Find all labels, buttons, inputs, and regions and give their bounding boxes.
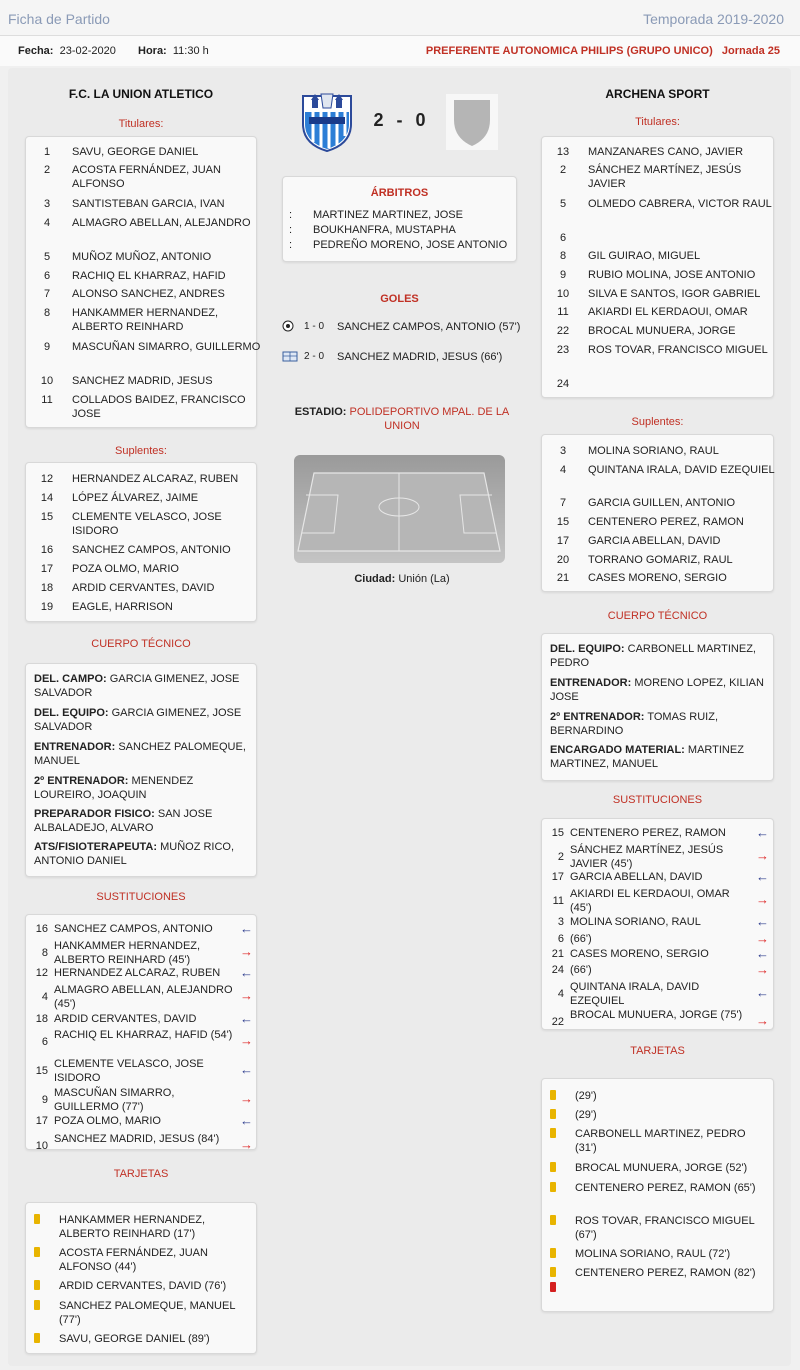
date-info: Fecha: 23-02-2020 (18, 45, 116, 57)
staff-name[interactable]: SANCHEZ PALOMEQUE, MANUEL (34, 741, 246, 767)
staff-name[interactable]: MENENDEZ LOUREIRO, JOAQUIN (34, 775, 194, 801)
player-number: 9 (43, 341, 51, 353)
sub-out-arrow-icon: → (756, 931, 769, 946)
player-name[interactable]: GIL GUIRAO, MIGUEL (588, 250, 701, 262)
player-number: 10 (556, 288, 570, 300)
player-number: 23 (556, 344, 570, 356)
sub-in-arrow-icon: ← (240, 965, 253, 980)
away-titulares-heading: Titulares: (635, 116, 680, 128)
city-label: Ciudad: (354, 573, 396, 585)
sub-number: 8 (41, 947, 48, 959)
staff-role: DEL. CAMPO: (34, 673, 107, 685)
card-player-name[interactable]: (29') (575, 1090, 597, 1102)
ball-icon (282, 320, 298, 332)
player-number: 19 (40, 601, 54, 613)
player-name[interactable]: ALMAGRO ABELLAN, ALEJANDRO (72, 217, 251, 229)
city-info (282, 573, 522, 585)
match-meta (0, 36, 800, 66)
player-number: 9 (559, 269, 567, 281)
player-name[interactable]: BROCAL MUNUERA, JORGE (588, 325, 736, 337)
player-number: 11 (557, 306, 569, 318)
home-cards-box (25, 1202, 257, 1354)
player-number: 7 (43, 288, 51, 300)
player-number: 6 (43, 270, 51, 282)
home-bench-box (25, 462, 257, 622)
goal-scorer[interactable]: SANCHEZ MADRID, JESUS (66') (337, 351, 503, 363)
top-bar (0, 0, 800, 36)
player-number: 8 (559, 250, 567, 262)
yellow-card-icon (550, 1248, 556, 1258)
player-number: 1 (43, 146, 51, 158)
away-lineup-box (541, 136, 774, 398)
referee-bullet: : (289, 209, 293, 221)
away-subs-box (541, 818, 774, 1030)
sub-number: 4 (557, 988, 564, 1000)
sub-number: 21 (551, 948, 564, 960)
yellow-card-icon (34, 1280, 40, 1290)
referees-heading: ÁRBITROS (370, 187, 429, 199)
away-staff-row (550, 642, 765, 670)
player-number: 11 (41, 394, 53, 406)
away-staff-row (550, 676, 765, 704)
sub-in-arrow-icon: ← (240, 1113, 253, 1128)
yellow-card-icon (550, 1162, 556, 1172)
player-name[interactable]: CENTENERO PEREZ, RAMON (588, 516, 744, 528)
home-staff-row (34, 706, 249, 734)
player-name[interactable]: ROS TOVAR, FRANCISCO MIGUEL (588, 344, 768, 356)
sub-player-name[interactable]: MASCUÑAN SIMARRO, GUILLERMO (77') (54, 1087, 175, 1113)
away-staff-row (550, 743, 765, 771)
yellow-card-icon (550, 1090, 556, 1100)
card-player-name[interactable]: MOLINA SORIANO, RAUL (72') (575, 1248, 731, 1260)
player-name[interactable]: TORRANO GOMARIZ, RAUL (588, 554, 733, 566)
player-number: 18 (40, 582, 54, 594)
stadium-name[interactable]: POLIDEPORTIVO MPAL. DE LA UNION (349, 406, 510, 432)
player-name[interactable]: MASCUÑAN SIMARRO, GUILLERMO (72, 341, 261, 353)
sub-number: 3 (557, 916, 564, 928)
home-lineup-box (25, 136, 261, 428)
player-number: 20 (556, 554, 570, 566)
staff-name[interactable]: MORENO LOPEZ, KILIAN JOSE (550, 677, 764, 703)
home-staff-heading: CUERPO TÉCNICO (91, 638, 191, 650)
staff-name[interactable]: TOMAS RUIZ, BERNARDINO (550, 711, 719, 737)
staff-role: ENTRENADOR: (550, 677, 632, 689)
yellow-card-icon (34, 1247, 40, 1257)
staff-role: DEL. EQUIPO: (34, 707, 109, 719)
city-name: Unión (La) (398, 573, 450, 585)
sub-player-name[interactable]: ALMAGRO ABELLAN, ALEJANDRO (45') (54, 984, 233, 1010)
home-subs-box (25, 914, 257, 1150)
home-staff-row (34, 672, 249, 700)
home-titulares-heading: Titulares: (118, 118, 164, 130)
player-number: 15 (40, 511, 54, 523)
away-staff-box (541, 633, 774, 781)
sub-player-name[interactable]: CASES MORENO, SERGIO (570, 948, 709, 960)
sub-out-arrow-icon: → (240, 1091, 253, 1106)
home-staff-row (34, 807, 249, 835)
sub-player-name[interactable]: SANCHEZ MADRID, JESUS (84') (54, 1133, 220, 1145)
competition-info[interactable]: PREFERENTE AUTONOMICA PHILIPS (GRUPO UNICO) Jornada 25 (425, 45, 780, 57)
sub-out-arrow-icon: → (240, 944, 253, 959)
player-name[interactable]: ALONSO SANCHEZ, ANDRES (72, 288, 225, 300)
referee-name[interactable]: MARTINEZ MARTINEZ, JOSE (313, 209, 463, 221)
staff-role: 2º ENTRENADOR: (34, 775, 129, 787)
player-number: 15 (556, 516, 570, 528)
home-suplentes-heading: Suplentes: (115, 445, 167, 457)
home-subs-heading: SUSTITUCIONES (96, 891, 186, 903)
home-staff-row (34, 840, 249, 868)
home-staff-row (34, 774, 249, 802)
sub-number: 2 (557, 851, 564, 863)
sub-out-arrow-icon: → (240, 1033, 253, 1048)
sub-player-name[interactable]: SANCHEZ CAMPOS, ANTONIO (54, 923, 213, 935)
sub-number: 15 (35, 1065, 48, 1077)
red-card-icon (550, 1282, 556, 1292)
player-number: 12 (40, 473, 54, 485)
player-number: 13 (556, 146, 570, 158)
player-number: 3 (559, 445, 567, 457)
player-name[interactable]: HANKAMMER HERNANDEZ, ALBERTO REINHARD (72, 307, 219, 333)
sub-player-name[interactable]: ARDID CERVANTES, DAVID (54, 1013, 197, 1025)
card-player-name[interactable]: SANCHEZ PALOMEQUE, MANUEL (77') (59, 1300, 236, 1326)
staff-role: 2º ENTRENADOR: (550, 711, 645, 723)
player-number: 10 (40, 375, 54, 387)
player-name[interactable]: RACHIQ EL KHARRAZ, HAFID (72, 270, 226, 282)
player-name[interactable]: EAGLE, HARRISON (72, 601, 173, 613)
player-name[interactable]: CASES MORENO, SERGIO (588, 572, 727, 584)
away-bench-box (541, 434, 774, 592)
away-crest-placeholder-icon[interactable] (446, 94, 498, 150)
player-name[interactable]: ACOSTA FERNÁNDEZ, JUAN ALFONSO (72, 164, 221, 190)
home-staff-row (34, 740, 249, 768)
sub-in-arrow-icon: ← (756, 985, 769, 1000)
player-number: 6 (559, 232, 567, 244)
away-suplentes-heading: Suplentes: (631, 416, 684, 428)
sub-number: 17 (551, 871, 564, 883)
sub-number: 15 (551, 827, 564, 839)
stadium-pitch-image (294, 455, 505, 563)
score: 2 - 0 (373, 110, 427, 130)
yellow-card-icon (550, 1267, 556, 1277)
referee-name[interactable]: BOUKHANFRA, MUSTAPHA (313, 224, 456, 236)
player-name[interactable]: SILVA E SANTOS, IGOR GABRIEL (588, 288, 761, 300)
yellow-card-icon (34, 1214, 40, 1224)
home-crest-icon[interactable] (301, 90, 353, 152)
player-name[interactable]: COLLADOS BAIDEZ, FRANCISCO JOSE (72, 394, 246, 420)
goal-icon (282, 350, 298, 362)
player-number: 3 (43, 198, 51, 210)
sub-out-arrow-icon: → (756, 892, 769, 907)
card-player-name[interactable]: HANKAMMER HERNANDEZ, ALBERTO REINHARD (17') (59, 1214, 206, 1240)
player-name[interactable]: MANZANARES CANO, JAVIER (588, 146, 744, 158)
sub-player-name[interactable]: CENTENERO PEREZ, RAMON (570, 827, 726, 839)
staff-role: PREPARADOR FISICO: (34, 808, 155, 820)
sub-in-arrow-icon: ← (240, 1011, 253, 1026)
player-number: 2 (43, 164, 51, 176)
away-cards-box (541, 1078, 774, 1312)
card-player-name[interactable]: (29') (575, 1109, 597, 1121)
sub-player-name[interactable]: RACHIQ EL KHARRAZ, HAFID (54') (54, 1029, 233, 1041)
sub-player-name[interactable]: HERNANDEZ ALCARAZ, RUBEN (54, 967, 221, 979)
sub-player-name[interactable]: CLEMENTE VELASCO, JOSE ISIDORO (54, 1058, 204, 1084)
sub-number: 24 (551, 964, 564, 976)
away-subs-heading: SUSTITUCIONES (612, 794, 703, 806)
sub-number: 6 (557, 933, 564, 945)
staff-name[interactable]: GARCIA GIMENEZ, JOSE SALVADOR (34, 673, 240, 699)
sub-out-arrow-icon: → (756, 848, 769, 863)
goal-score: 1 - 0 (304, 321, 325, 332)
away-staff-row (550, 710, 765, 738)
sub-out-arrow-icon: → (240, 988, 253, 1003)
sub-number: 9 (41, 1094, 48, 1106)
sub-player-name[interactable]: HANKAMMER HERNANDEZ, ALBERTO REINHARD (45') (54, 940, 201, 966)
staff-name[interactable]: CARBONELL MARTINEZ, PEDRO (550, 643, 756, 669)
player-number: 8 (43, 307, 51, 319)
sub-player-name[interactable]: BROCAL MUNUERA, JORGE (75') (570, 1009, 743, 1021)
player-name[interactable]: GARCIA GUILLEN, ANTONIO (588, 497, 736, 509)
card-player-name[interactable]: CENTENERO PEREZ, RAMON (65') (575, 1182, 756, 1194)
player-name[interactable]: SAVU, GEORGE DANIEL (72, 146, 199, 158)
staff-role: DEL. EQUIPO: (550, 643, 625, 655)
home-staff-box (25, 663, 257, 877)
sub-number: 18 (35, 1013, 48, 1025)
sub-number: 11 (552, 895, 564, 907)
sub-number: 12 (35, 967, 48, 979)
player-name[interactable]: ARDID CERVANTES, DAVID (72, 582, 215, 594)
card-player-name[interactable]: ARDID CERVANTES, DAVID (76') (59, 1280, 227, 1292)
sub-number: 16 (35, 923, 48, 935)
staff-name[interactable]: MARTINEZ MARTINEZ, MANUEL (550, 744, 744, 770)
player-name[interactable]: SÁNCHEZ MARTÍNEZ, JESÚS JAVIER (588, 164, 742, 190)
sub-player-name[interactable]: POZA OLMO, MARIO (54, 1115, 161, 1127)
card-player-name[interactable]: CENTENERO PEREZ, RAMON (82') (575, 1267, 756, 1279)
sub-player-name[interactable]: QUINTANA IRALA, DAVID EZEQUIEL (570, 981, 700, 1007)
player-number: 2 (559, 164, 567, 176)
yellow-card-icon (550, 1109, 556, 1119)
staff-name[interactable]: GARCIA GIMENEZ, JOSE SALVADOR (34, 707, 242, 733)
player-number: 16 (40, 544, 54, 556)
player-number: 17 (40, 563, 54, 575)
sub-in-arrow-icon: ← (240, 1062, 253, 1077)
sub-number: 4 (41, 991, 48, 1003)
player-number: 17 (556, 535, 570, 547)
yellow-card-icon (34, 1300, 40, 1310)
sub-in-arrow-icon: ← (756, 946, 769, 961)
player-name[interactable]: RUBIO MOLINA, JOSE ANTONIO (588, 269, 756, 281)
home-cards-heading: TARJETAS (113, 1168, 169, 1180)
sub-in-arrow-icon: ← (240, 921, 253, 936)
sub-out-arrow-icon: → (756, 1013, 769, 1028)
sub-player-name[interactable]: MOLINA SORIANO, RAUL (570, 916, 701, 928)
player-number: 4 (43, 217, 51, 229)
player-number: 5 (43, 251, 51, 263)
referee-bullet: : (289, 239, 293, 251)
player-name[interactable]: SANCHEZ MADRID, JESUS (72, 375, 213, 387)
away-cards-heading: TARJETAS (630, 1045, 685, 1057)
away-team-name[interactable]: ARCHENA SPORT (605, 87, 710, 101)
player-name[interactable]: OLMEDO CABRERA, VICTOR RAUL (588, 198, 772, 210)
sub-out-arrow-icon: → (240, 1137, 253, 1152)
player-number: 4 (559, 464, 567, 476)
player-number: 24 (556, 378, 570, 390)
home-team-name[interactable]: F.C. LA UNION ATLETICO (68, 87, 214, 101)
staff-name[interactable]: MUÑOZ RICO, ANTONIO DANIEL (34, 841, 235, 867)
staff-name[interactable]: SAN JOSE ALBALADEJO, ALVARO (34, 808, 213, 834)
sub-in-arrow-icon: ← (756, 869, 769, 884)
player-name[interactable]: LÓPEZ ÁLVAREZ, JAIME (72, 492, 199, 504)
card-player-name[interactable]: ROS TOVAR, FRANCISCO MIGUEL (67') (575, 1215, 755, 1241)
player-name[interactable]: SANTISTEBAN GARCIA, IVAN (72, 198, 225, 210)
player-name[interactable]: QUINTANA IRALA, DAVID EZEQUIEL (588, 464, 775, 476)
player-name[interactable]: HERNANDEZ ALCARAZ, RUBEN (72, 473, 239, 485)
yellow-card-icon (34, 1333, 40, 1343)
sub-number: 10 (35, 1140, 48, 1152)
yellow-card-icon (550, 1182, 556, 1192)
player-name[interactable]: GARCIA ABELLAN, DAVID (588, 535, 721, 547)
goals-list (282, 320, 522, 380)
season-label: Temporada 2019-2020 (643, 11, 784, 27)
player-number: 5 (559, 198, 567, 210)
sub-number: 22 (551, 1016, 564, 1028)
card-player-name[interactable]: SAVU, GEORGE DANIEL (89') (59, 1333, 210, 1345)
card-player-name[interactable]: ACOSTA FERNÁNDEZ, JUAN ALFONSO (44') (59, 1247, 208, 1273)
card-player-name[interactable]: CARBONELL MARTINEZ, PEDRO (31') (575, 1128, 746, 1154)
goal-score: 2 - 0 (304, 351, 325, 362)
player-number: 22 (556, 325, 570, 337)
player-number: 21 (556, 572, 570, 584)
sub-player-name[interactable]: SÁNCHEZ MARTÍNEZ, JESÚS JAVIER (45') (570, 844, 724, 870)
goals-heading: GOLES (380, 293, 419, 305)
player-name[interactable]: MUÑOZ MUÑOZ, ANTONIO (72, 251, 212, 263)
sub-player-name[interactable]: AKIARDI EL KERDAOUI, OMAR (45') (570, 888, 730, 914)
sub-player-name[interactable]: (66') (570, 933, 592, 945)
player-number: 14 (40, 492, 54, 504)
stadium-label: ESTADIO: (294, 406, 347, 418)
player-name[interactable]: CLEMENTE VELASCO, JOSE ISIDORO (72, 511, 222, 537)
sub-in-arrow-icon: ← (756, 914, 769, 929)
staff-role: ENTRENADOR: (34, 741, 116, 753)
sub-number: 17 (35, 1115, 48, 1127)
yellow-card-icon (550, 1215, 556, 1225)
card-player-name[interactable]: BROCAL MUNUERA, JORGE (52') (575, 1162, 748, 1174)
player-name[interactable]: MOLINA SORIANO, RAUL (588, 445, 719, 457)
player-name[interactable]: AKIARDI EL KERDAOUI, OMAR (588, 306, 748, 318)
stadium-info (282, 405, 522, 433)
player-name[interactable]: POZA OLMO, MARIO (72, 563, 179, 575)
sub-player-name[interactable]: GARCIA ABELLAN, DAVID (570, 871, 703, 883)
time-info: Hora: 11:30 h (138, 45, 209, 57)
sub-out-arrow-icon: → (756, 962, 769, 977)
page-title: Ficha de Partido (8, 11, 110, 27)
sub-player-name[interactable]: (66') (570, 964, 592, 976)
referee-bullet: : (289, 224, 293, 236)
yellow-card-icon (550, 1128, 556, 1138)
goal-scorer[interactable]: SANCHEZ CAMPOS, ANTONIO (57') (337, 321, 521, 333)
player-name[interactable]: SANCHEZ CAMPOS, ANTONIO (72, 544, 231, 556)
away-staff-heading: CUERPO TÉCNICO (607, 610, 708, 622)
staff-role: ENCARGADO MATERIAL: (550, 744, 685, 756)
referees-box (282, 176, 517, 262)
player-number: 7 (559, 497, 567, 509)
referee-name[interactable]: PEDREÑO MORENO, JOSE ANTONIO (313, 239, 508, 251)
staff-role: ATS/FISIOTERAPEUTA: (34, 841, 158, 853)
sub-in-arrow-icon: ← (756, 825, 769, 840)
sub-number: 6 (41, 1036, 48, 1048)
